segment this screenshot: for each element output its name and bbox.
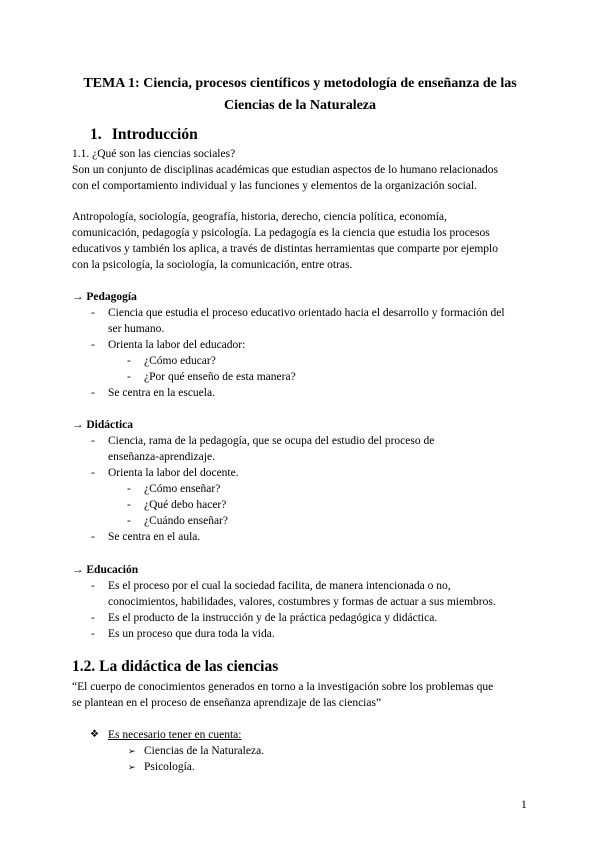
- list-item: Orienta la labor del educador:: [108, 339, 246, 351]
- list-item: conocimientos, habilidades, valores, costumbres y formas de actuar a sus miembros.: [108, 596, 496, 608]
- dash-bullet: -: [127, 355, 131, 367]
- sub-list-item: ¿Por qué enseño de esta manera?: [144, 371, 296, 383]
- diamond-bullet-icon: ❖: [90, 729, 99, 740]
- dash-bullet: -: [91, 580, 95, 592]
- list-item: enseñanza-aprendizaje.: [108, 451, 215, 463]
- note-heading: Es necesario tener en cuenta:: [108, 729, 242, 741]
- list-item: Ciencia, rama de la pedagogía, que se ocupa del estudio del proceso de: [108, 435, 435, 447]
- paragraph-line: Son un conjunto de disciplinas académicas que estudian aspectos de lo humano relacionados: [72, 164, 499, 176]
- document-title: [60, 73, 540, 117]
- subsection-1-2-heading: 1.2. La didáctica de las ciencias: [72, 658, 279, 675]
- dash-bullet: -: [127, 515, 131, 527]
- sub-list-item: ¿Cómo educar?: [144, 355, 216, 367]
- didactica-heading: → Didáctica: [72, 419, 134, 431]
- list-item: Se centra en el aula.: [108, 531, 201, 543]
- title-line-2: Ciencias de la Naturaleza: [223, 98, 377, 113]
- paragraph-line: comunicación, pedagogía y psicología. La pedagogía es la ciencia que estudia los procesos: [72, 227, 490, 239]
- dash-bullet: -: [91, 435, 95, 447]
- list-item: Es un proceso que dura toda la vida.: [108, 628, 275, 640]
- dash-bullet: -: [91, 387, 95, 399]
- page-number: 1: [521, 799, 527, 811]
- paragraph-line: con la psicología, la sociología, la comunicación, entre otras.: [72, 259, 353, 271]
- paragraph-line: con el comportamiento individual y las funciones y elementos de la organización social.: [72, 180, 478, 192]
- subsection-1-1-heading: 1.1. ¿Qué son las ciencias sociales?: [72, 148, 236, 160]
- paragraph-line: Antropología, sociología, geografía, historia, derecho, ciencia política, economía,: [72, 211, 447, 223]
- title-line-1: TEMA 1: Ciencia, procesos científicos y metodología de enseñanza de las: [83, 76, 517, 91]
- dash-bullet: -: [91, 612, 95, 624]
- dash-bullet: -: [91, 628, 95, 640]
- section-1-number: 1.: [90, 126, 102, 143]
- dash-bullet: -: [91, 467, 95, 479]
- list-item: Es el proceso por el cual la sociedad facilita, de manera intencionada o no,: [108, 580, 451, 592]
- section-1-heading: [90, 126, 198, 144]
- quote-line: “El cuerpo de conocimientos generados en torno a la investigación sobre los problemas que: [72, 681, 494, 693]
- list-item: Se centra en la escuela.: [108, 387, 215, 399]
- sub-list-item: ¿Qué debo hacer?: [144, 499, 227, 511]
- note-item: Ciencias de la Naturaleza.: [144, 745, 265, 757]
- dash-bullet: -: [127, 483, 131, 495]
- educacion-heading: → Educación: [72, 564, 139, 576]
- arrow-bullet-icon: ➢: [128, 746, 136, 756]
- list-item: Es el producto de la instrucción y de la práctica pedagógica y didáctica.: [108, 612, 438, 624]
- sub-list-item: ¿Cómo enseñar?: [144, 483, 221, 495]
- dash-bullet: -: [91, 307, 95, 319]
- sub-list-item: ¿Cuándo enseñar?: [144, 515, 228, 527]
- list-item: Orienta la labor del docente.: [108, 467, 239, 479]
- dash-bullet: -: [91, 531, 95, 543]
- quote-line: se plantean en el proceso de enseñanza aprendizaje de las ciencias”: [72, 697, 382, 709]
- dash-bullet: -: [91, 339, 95, 351]
- paragraph-line: educativos y también los aplica, a través de distintas herramientas que comparte por ejemplo: [72, 243, 498, 255]
- dash-bullet: -: [127, 371, 131, 383]
- pedagogia-heading: → Pedagogía: [72, 291, 137, 303]
- arrow-bullet-icon: ➢: [128, 762, 136, 772]
- list-item: Ciencia que estudia el proceso educativo orientado hacia el desarrollo y formación del: [108, 307, 505, 319]
- note-item: Psicología.: [144, 761, 195, 773]
- dash-bullet: -: [127, 499, 131, 511]
- section-1-title: Introducción: [111, 126, 198, 143]
- list-item: ser humano.: [108, 323, 165, 335]
